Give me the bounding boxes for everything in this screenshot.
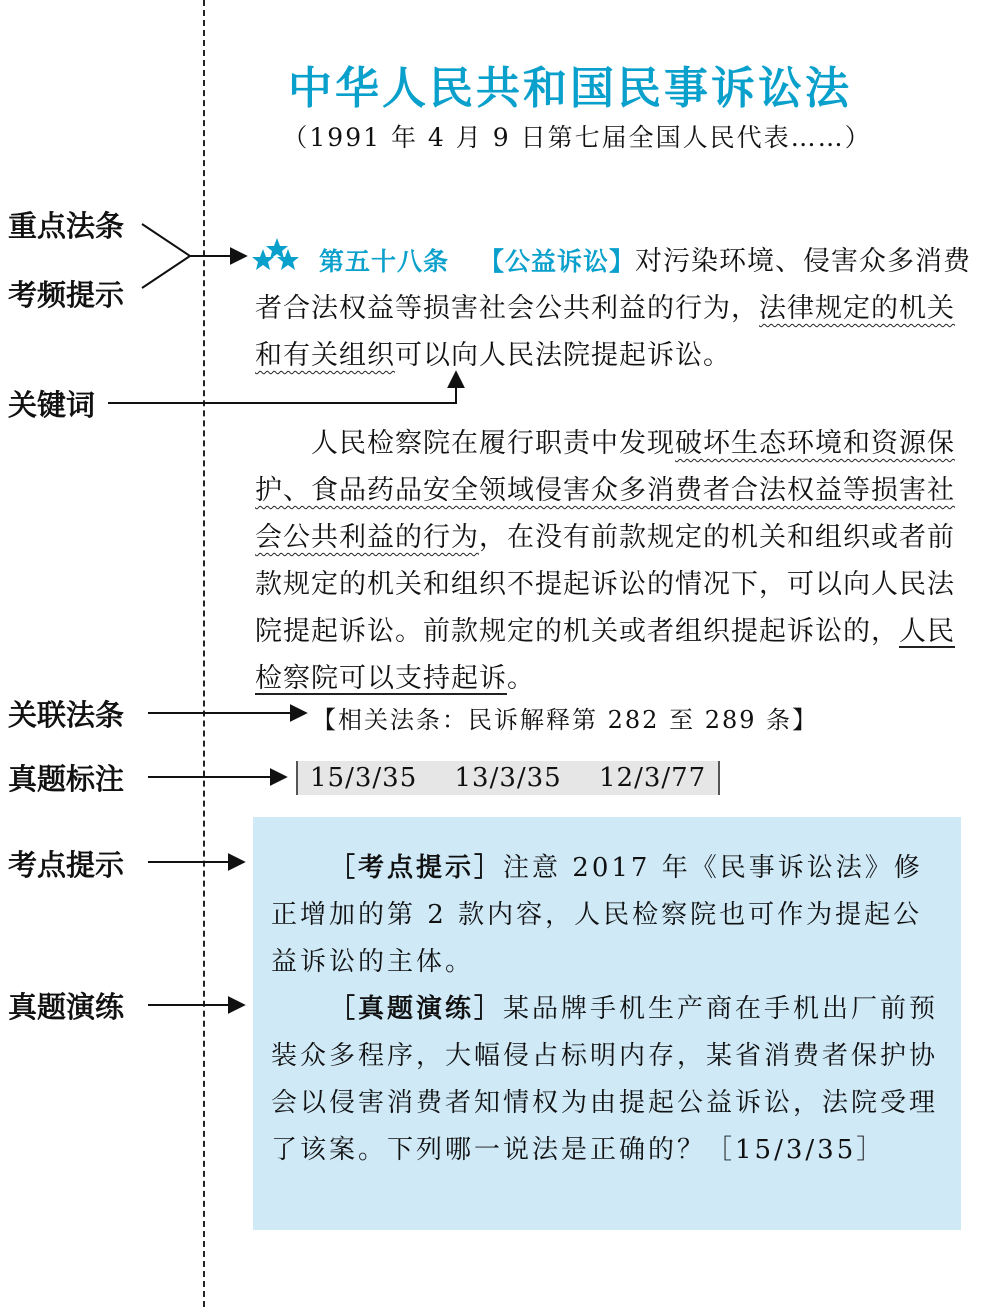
article-number: 第五十八条	[319, 247, 450, 276]
page-title: 中华人民共和国民事诉讼法	[288, 63, 852, 114]
label-key-article: 重点法条	[8, 209, 125, 243]
article-paragraph-1	[255, 238, 973, 379]
hint-text: 注意 2017 年《民事诉讼法》修正增加的第 2 款内容，人民检察院也可作为提起公益诉讼的主体。	[271, 853, 923, 977]
hint-heading: ［考点提示］	[329, 853, 504, 883]
article-paragraph-2	[255, 420, 973, 702]
hint-paragraph	[271, 845, 943, 986]
label-keyword: 关键词	[8, 388, 96, 422]
article-text: 可以向人民法院提起诉讼。	[395, 340, 731, 371]
article-text: 对污染环境、侵害众多消费者合法权益等损害社会公共利益的行为，	[255, 246, 972, 324]
page-subtitle: （1991 年 4 月 9 日第七届全国人民代表……）	[282, 123, 872, 152]
keyword-highlight: 破坏生态环境和资源保护、食品药品安全领域侵害众多消费者合法权益等损害社会公共利益的行为	[255, 428, 955, 553]
label-frequency: 考频提示	[8, 278, 125, 312]
label-point-hint: 考点提示	[8, 848, 125, 882]
article-text: 人民检察院在履行职责中发现	[311, 428, 675, 459]
article-text: ，在没有前款规定的机关和组织或者前款规定的机关和组织不提起诉讼的情况下，可以向人民法院提起诉讼。前款规定的机关或者组织提起诉讼的，	[255, 522, 955, 647]
label-practice: 真题演练	[8, 990, 125, 1024]
arrow-key-article	[142, 224, 246, 288]
practice-heading: ［真题演练］	[329, 994, 504, 1024]
exam-references: 15/3/35 13/3/35 12/3/77	[296, 761, 720, 795]
practice-paragraph	[271, 986, 943, 1174]
hint-box	[253, 817, 961, 1230]
label-related: 关联法条	[8, 698, 125, 732]
article-category: 【公益诉讼】	[479, 247, 636, 276]
article-text: 。	[507, 663, 535, 694]
underline-highlight: 人民检察院可以支持起诉	[255, 616, 955, 694]
keyword-highlight: 法律规定的机关和有关组织	[255, 293, 955, 371]
practice-text: 某品牌手机生产商在手机出厂前预装众多程序，大幅侵占标明内存，某省消费者保护协会以侵害消费者知情权为由提起公益诉讼，法院受理了该案。下列哪一说法是正确的？［15/3/35］	[271, 994, 939, 1165]
related-articles: 【相关法条：民诉解释第 282 至 289 条】	[312, 706, 819, 734]
label-exam-mark: 真题标注	[8, 762, 125, 796]
